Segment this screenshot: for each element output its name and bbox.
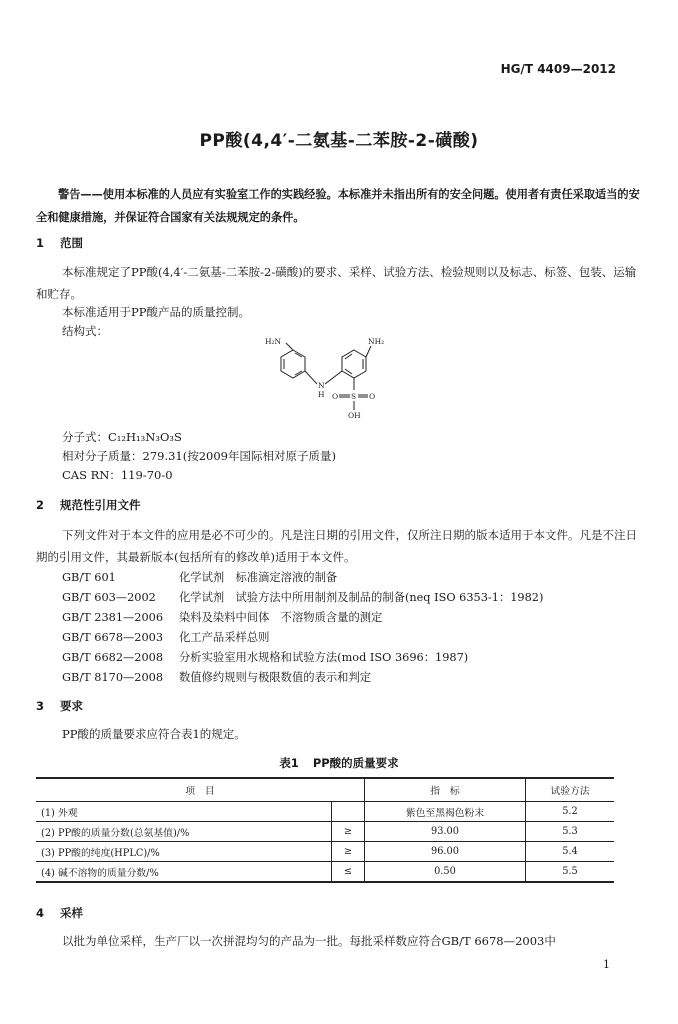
row-method: 5.3 [526, 822, 615, 842]
table-label: 表1 [279, 756, 299, 770]
table-row [36, 822, 614, 842]
section-2-heading [36, 497, 141, 513]
row-method: 5.4 [526, 842, 615, 862]
row-value: 0.50 [365, 862, 526, 883]
header-method: 试验方法 [526, 778, 615, 802]
oxygen-left-label: O [332, 392, 339, 401]
structural-formula [255, 338, 405, 420]
section-title: 范围 [60, 236, 83, 250]
section-number: 2 [36, 498, 45, 512]
header-item: 项 目 [36, 778, 365, 802]
reference-item [62, 589, 543, 605]
table-title: PP酸的质量要求 [312, 756, 399, 770]
reference-code: GB/T 2381—2006 [62, 611, 164, 624]
row-item: (4) 碱不溶物的质量分数/% [36, 862, 332, 883]
warning-paragraph: 警告——使用本标准的人员应有实验室工作的实践经验。本标准并未指出所有的安全问题。使用者有责任采取适当的安全和健康措施，并保证符合国家有关法规规定的条件。 [36, 188, 640, 224]
reference-code: GB/T 6682—2008 [62, 651, 164, 664]
row-operator [332, 802, 365, 822]
row-item: (1) 外观 [36, 802, 332, 822]
normative-intro: 下列文件对于本文件的应用是必不可少的。凡是注日期的引用文件，仅所注日期的版本适用于本文件。凡是不注日期的引用文件，其最新版本(包括所有的修改单)适用于本文件。 [36, 528, 637, 564]
section-title: 采样 [60, 906, 83, 920]
right-benzene-ring [342, 350, 366, 378]
bridge-n-label: N [318, 381, 325, 390]
quality-requirements-table [36, 777, 614, 883]
reference-title: 化学试剂 试验方法中所用制剂及制品的制备(neq ISO 6353-1：1982) [179, 591, 544, 604]
amino-right-label: NH₂ [368, 338, 385, 346]
section-title: 规范性引用文件 [60, 498, 141, 512]
section-4-heading [36, 905, 83, 921]
page-number: 1 [603, 958, 610, 971]
row-method: 5.5 [526, 862, 615, 883]
section-title: 要求 [60, 699, 83, 713]
sampling-paragraph: 以批为单位采样，生产厂以一次拼混均匀的产品为一批。每批采样数应符合GB/T 6678—2003中 [62, 934, 556, 948]
reference-item [62, 649, 468, 665]
document-title: PP酸(4,4′-二氨基-二苯胺-2-磺酸) [199, 131, 479, 151]
molecular-formula: 分子式：C₁₂H₁₃N₃O₃S [62, 430, 182, 444]
reference-code: GB/T 601 [62, 571, 116, 584]
table-header-row [36, 778, 614, 802]
reference-title: 分析实验室用水规格和试验方法(mod ISO 3696：1987) [179, 651, 469, 664]
reference-item [62, 629, 269, 645]
section-number: 3 [36, 699, 45, 713]
reference-code: GB/T 6678—2003 [62, 631, 164, 644]
reference-item [62, 669, 371, 685]
header-indicator: 指 标 [365, 778, 526, 802]
reference-item [62, 569, 337, 585]
reference-title: 染料及染料中间体 不溶物质含量的测定 [179, 611, 383, 624]
standard-code: HG/T 4409—2012 [500, 62, 616, 76]
right-amino-bond [366, 346, 371, 357]
row-operator: ≥ [332, 822, 365, 842]
bridge-h-label: H [318, 390, 325, 399]
left-benzene-ring [281, 350, 305, 378]
bridge-bond-left [305, 371, 317, 384]
cas-number: CAS RN：119-70-0 [62, 468, 173, 482]
row-item: (2) PP酸的质量分数(总氨基值)/% [36, 822, 332, 842]
table-caption [0, 755, 678, 771]
applicability-text: 本标准适用于PP酸产品的质量控制。 [62, 305, 250, 319]
reference-code: GB/T 603—2002 [62, 591, 156, 604]
table-row [36, 862, 614, 883]
bridge-bond-right [325, 371, 342, 384]
section-number: 1 [36, 236, 45, 250]
row-operator: ≤ [332, 862, 365, 883]
sulfur-label: S [351, 392, 357, 401]
row-item: (3) PP酸的纯度(HPLC)/% [36, 842, 332, 862]
oxygen-right-label: O [369, 392, 376, 401]
reference-code: GB/T 8170—2008 [62, 671, 164, 684]
section-3-heading [36, 698, 83, 714]
reference-title: 化学试剂 标准滴定溶液的制备 [179, 571, 338, 584]
structure-label: 结构式： [62, 324, 108, 338]
row-operator: ≥ [332, 842, 365, 862]
table-row [36, 842, 614, 862]
reference-item [62, 609, 382, 625]
molecular-mass: 相对分子质量：279.31(按2009年国际相对原子质量) [62, 449, 336, 463]
left-amino-bond [286, 343, 293, 350]
row-value: 93.00 [365, 822, 526, 842]
scope-paragraph: 本标准规定了PP酸(4,4′-二氨基-二苯胺-2-磺酸)的要求、采样、试验方法、检验规则以及标志、标签、包装、运输和贮存。 [36, 265, 637, 301]
reference-title: 数值修约规则与极限数值的表示和判定 [179, 671, 372, 684]
row-method: 5.2 [526, 802, 615, 822]
section-number: 4 [36, 906, 45, 920]
table-row [36, 802, 614, 822]
section-1-heading [36, 235, 83, 251]
amino-left-label: H₂N [265, 338, 282, 346]
row-value: 紫色至黑褐色粉末 [365, 802, 526, 822]
reference-title: 化工产品采样总则 [179, 631, 270, 644]
requirements-paragraph: PP酸的质量要求应符合表1的规定。 [62, 727, 246, 741]
row-value: 96.00 [365, 842, 526, 862]
hydroxyl-label: OH [348, 411, 361, 420]
